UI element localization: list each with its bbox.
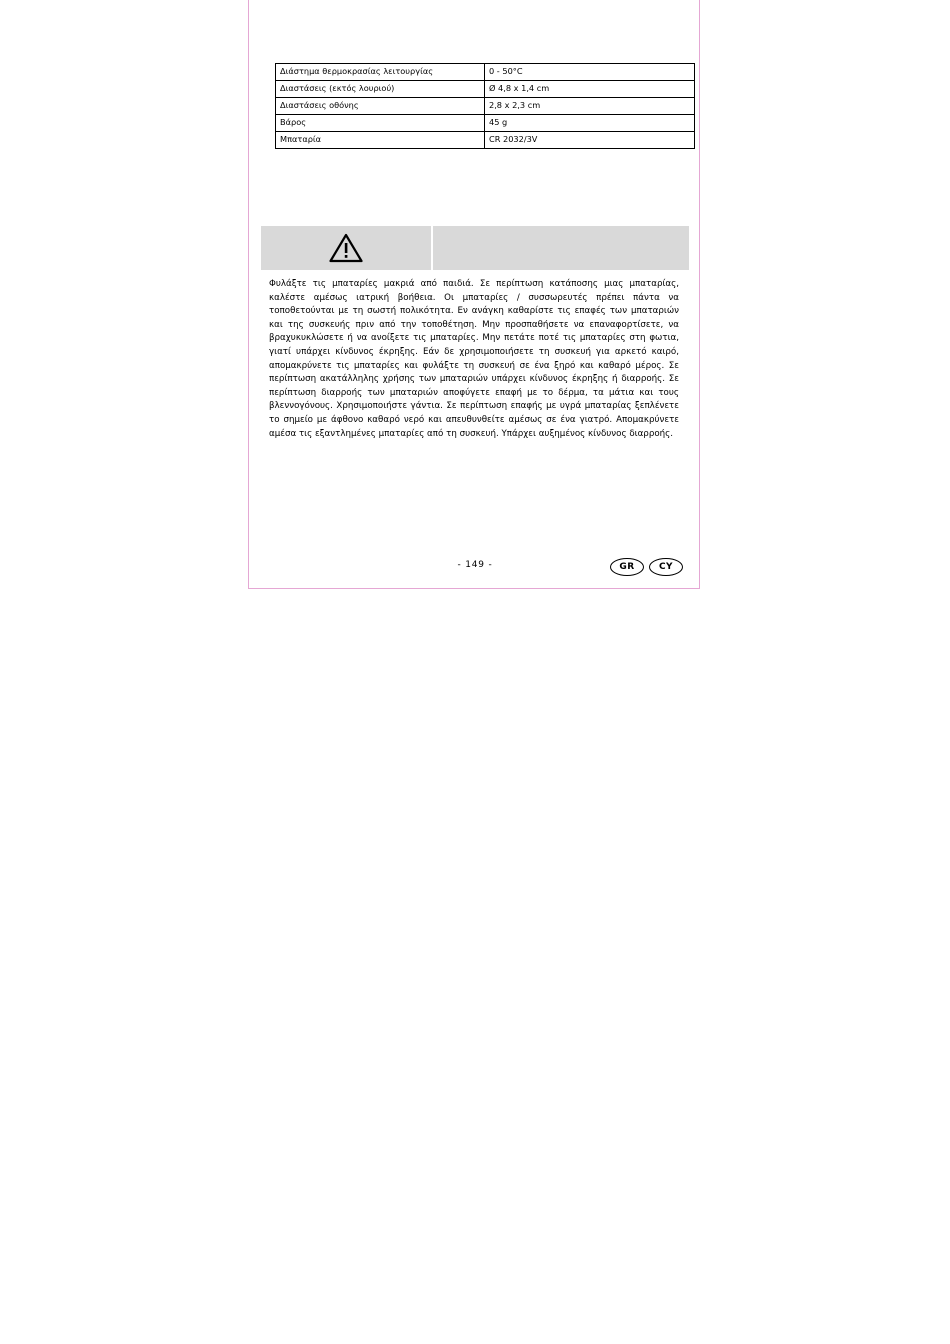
table-row — [276, 115, 695, 132]
spec-label: Διαστάσεις οθόνης — [276, 98, 485, 115]
warning-icon-cell — [261, 226, 431, 270]
page-number: - 149 - — [457, 560, 493, 570]
table-row — [276, 81, 695, 98]
specifications-table — [275, 63, 695, 149]
table-row — [276, 98, 695, 115]
country-tag-cy: CY — [649, 558, 683, 576]
spec-label: Διάστημα θερμοκρασίας λειτουργίας — [276, 64, 485, 81]
warning-title-cell — [431, 226, 689, 270]
warning-triangle-icon — [329, 233, 363, 263]
country-tags — [610, 558, 683, 576]
page-content — [249, 0, 699, 588]
spec-value: 45 g — [485, 115, 695, 132]
warning-body-text: Φυλάξτε τις μπαταρίες μακριά από παιδιά. Σε περίπτωση κατάποσης μιας μπαταρίας, καλέστε αμέσως ιατρική βοήθεια. Οι μπαταρίες / συσσωρευτές πρέπει πάντα να τοποθετούνται με τη σωστή πολικότητα. Εν ανάγκη καθαρίστε τις επαφές των μπαταριών και της συσκευής πριν από την τοποθέτηση. Μην προσπαθήσετε να επαναφορτίσετε, να βραχυκυκλώσετε ή να ανοίξετε τις μπαταρίες. Μην πετάτε ποτέ τις μπαταρίες στη φωτια, γιατί υπάρχει κίνδυνος έκρηξης. Εάν δε χρησιμοποιήσετε τη συσκευή για αρκετό καιρό, απομακρύνετε τις μπαταρίες και φυλάξτε τη συσκευή σε ένα ξηρό και καθαρό μέρος. Σε περίπτωση ακατάλληλης χρήσης των μπαταριών υπάρχει κίνδυνος έκρηξης ή διαρροής. Σε περίπτωση διαρροής των μπαταριών αποφύγετε επαφή με το δέρμα, τα μάτια και τους βλεννογόνους. Χρησιμοποιήστε γάντια. Σε περίπτωση επαφής με υγρά μπαταρίας ξεπλένετε το σημείο με άφθονο καθαρό νερό και απευθυνθείτε αμέσως σε ένα γιατρό. Απομακρύνετε αμέσα τις εξαντλημένες μπαταρίες από τη συσκευή. Υπάρχει αυξημένος κίνδυνος διαρροής. — [269, 279, 679, 439]
warning-banner — [261, 226, 689, 270]
spec-label: Βάρος — [276, 115, 485, 132]
table-row — [276, 132, 695, 149]
spec-label: Μπαταρία — [276, 132, 485, 149]
spec-value: CR 2032/3V — [485, 132, 695, 149]
spec-label: Διαστάσεις (εκτός λουριού) — [276, 81, 485, 98]
spec-value: 0 - 50°C — [485, 64, 695, 81]
spec-value: 2,8 x 2,3 cm — [485, 98, 695, 115]
table-row — [276, 64, 695, 81]
spec-value: Ø 4,8 x 1,4 cm — [485, 81, 695, 98]
manual-page — [248, 0, 700, 589]
table-body — [276, 64, 695, 149]
country-tag-gr: GR — [610, 558, 644, 576]
